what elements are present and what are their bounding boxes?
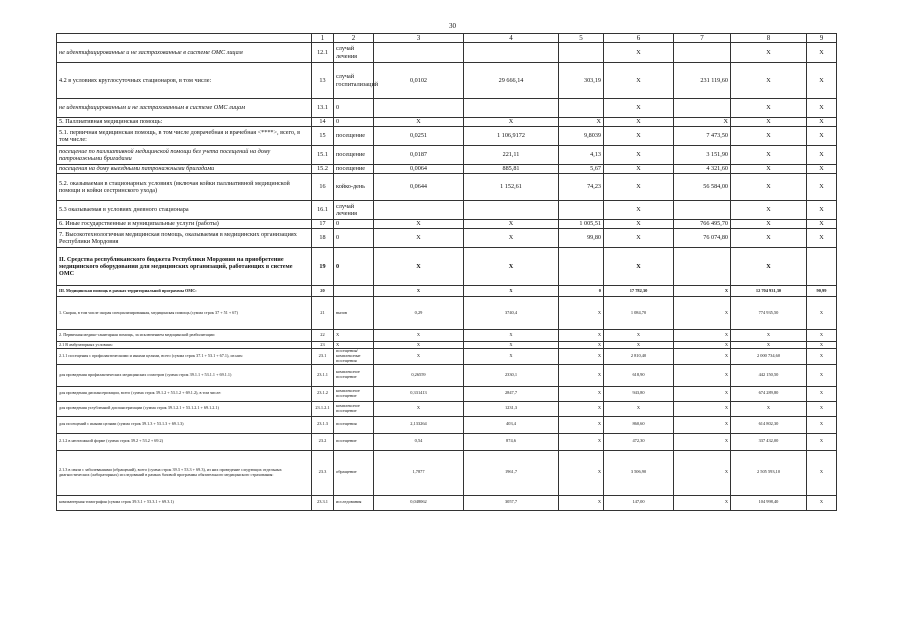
table-cell: 1231,3 [464,401,559,416]
table-row [57,165,837,174]
table-cell: 0,0251 [374,127,464,146]
table-cell: 0,0102 [374,63,464,99]
table-cell: X [807,401,837,416]
table-cell: 2847,7 [464,386,559,401]
table-cell: 2.1 В амбулаторных условиях: [57,342,312,349]
table-cell: случай лечения [334,43,374,63]
table-cell: 23 [312,342,334,349]
table-cell: 0,0064 [374,165,464,174]
table-cell: случай госпитализаций [334,63,374,99]
table-cell: X [674,401,731,416]
table-cell: X [464,229,559,248]
table-cell: 23.1.2 [312,386,334,401]
table-cell: X [731,174,807,201]
table-cell: для посещений с иными целями (сумма строк 39.1.3 + 53.1.3 + 69.1.3) [57,416,312,433]
table-cell: X [559,118,604,127]
table-cell: X [604,201,674,220]
table-cell: X [604,220,674,229]
table-cell: для проведения углубленной диспансеризации (сумма строк 39.1.2.1 + 53.1.2.1 + 69.1.2.1) [57,401,312,416]
table-cell: X [807,416,837,433]
table-cell: посещение [334,165,374,174]
table-cell: 5,67 [559,165,604,174]
table-cell: 9,8039 [559,127,604,146]
table-row [57,364,837,386]
table-cell: 0,29 [374,297,464,330]
table-cell: X [674,364,731,386]
table-cell [674,201,731,220]
table-cell: 3740,4 [464,297,559,330]
table-cell: X [807,63,837,99]
table-cell: 0,0187 [374,146,464,165]
table-cell: посещение по паллиативной медицинской помощи без учета посещений на дому патронажными бригадами [57,146,312,165]
table-cell: X [374,118,464,127]
table-cell: X [807,386,837,401]
table-cell: 403,4 [464,416,559,433]
table-cell: 13 [312,63,334,99]
table-cell: 17 782,30 [604,286,674,297]
table-cell [559,43,604,63]
table-cell: 23.1.1 [312,364,334,386]
table-cell: 23.2 [312,433,334,450]
table-cell: X [604,99,674,118]
table-cell: X [464,118,559,127]
table-cell: 15.2 [312,165,334,174]
table-cell: вызов [334,297,374,330]
table-cell: 337 432,00 [731,433,807,450]
table-cell: 221,11 [464,146,559,165]
table-cell: X [807,146,837,165]
table-cell: 1 152,61 [464,174,559,201]
table-cell: не идентифицированные и не застрахованные в системе ОМС лицам [57,43,312,63]
table-cell: X [807,118,837,127]
table-cell: 0,54 [374,433,464,450]
table-cell: X [807,127,837,146]
table-cell: 2.1.1 посещения с профилактическими и иными целями, всего (сумма строк 37.1 + 53.1 + 67.1), из них: [57,349,312,365]
table-cell: X [674,342,731,349]
table-cell: 1. Скорая, в том числе скорая специализированная, медицинская помощь (сумма строк 37 + 51 + 67) [57,297,312,330]
table-row [57,146,837,165]
header-cell: 5 [559,34,604,43]
table-cell: 5.1. первичная медицинская помощь, в том числе доврачебная и врачебная <****>, всего, в том числе: [57,127,312,146]
table-cell: 2 505 593,10 [731,450,807,495]
table-cell: 4 321,60 [674,165,731,174]
table-cell: X [374,229,464,248]
table-cell: 2,133264 [374,416,464,433]
table-cell: 885,81 [464,165,559,174]
table-cell: X [807,495,837,510]
table-cell: X [674,416,731,433]
table-cell: X [731,63,807,99]
table-cell: 12 704 931,30 [731,286,807,297]
table-cell: X [731,229,807,248]
table-cell: 943,80 [604,386,674,401]
table-cell: X [731,43,807,63]
table-cell: X [807,450,837,495]
table-cell: X [807,201,837,220]
table-cell: 0,26559 [374,364,464,386]
table-cell: 3 506,90 [604,450,674,495]
table-cell: X [674,349,731,365]
table-cell: 13.1 [312,99,334,118]
table-cell: X [374,286,464,297]
table-cell: 1 106,9172 [464,127,559,146]
table-cell: X [559,495,604,510]
table-row [57,127,837,146]
table-cell: посещение [334,433,374,450]
table-cell: 774 935,50 [731,297,807,330]
table-cell: 1,7877 [374,450,464,495]
table-cell: компьютерная томография (сумма строк 39.3.1 + 53.3.1 + 69.3.1) [57,495,312,510]
table-cell [334,286,374,297]
table-row [57,416,837,433]
table-cell: X [731,342,807,349]
table-cell: X [731,401,807,416]
table-cell: случай лечения [334,201,374,220]
table-cell: 29 666,14 [464,63,559,99]
table-cell [559,248,604,286]
table-cell: 147,00 [604,495,674,510]
table-cell: 21 [312,297,334,330]
table-cell: 860,60 [604,416,674,433]
table-cell: 7. Высокотехнологичная медицинская помощь, оказываемая в медицинских организациях Республики Мордовия [57,229,312,248]
table-cell: 618,90 [604,364,674,386]
table-cell: X [604,63,674,99]
table-cell: X [604,229,674,248]
table-cell: X [807,364,837,386]
table-cell: 0 [334,229,374,248]
column-number-row [57,34,837,43]
table-cell: X [334,330,374,342]
table-cell: 2 000 734,60 [731,349,807,365]
table-cell: 0,0644 [374,174,464,201]
table-cell: 15.1 [312,146,334,165]
table-cell: X [464,349,559,365]
table-cell: X [334,342,374,349]
table-cell: X [604,165,674,174]
table-cell [559,99,604,118]
table-cell: 231 119,60 [674,63,731,99]
table-cell: 303,19 [559,63,604,99]
table-cell: X [807,349,837,365]
program-table [56,33,837,511]
header-cell: 8 [731,34,807,43]
table-row [57,118,837,127]
table-cell: 614 802,30 [731,416,807,433]
header-cell: 1 [312,34,334,43]
table-cell: X [559,416,604,433]
table-cell: 23.1.2.1 [312,401,334,416]
table-cell: X [374,220,464,229]
table-cell: X [807,330,837,342]
table-cell: посещение [334,146,374,165]
table-cell: 104 998,40 [731,495,807,510]
table-cell: обращение [334,450,374,495]
table-cell: X [731,330,807,342]
table-cell: X [464,220,559,229]
header-cell: 4 [464,34,559,43]
table-cell: X [559,450,604,495]
table-cell: 674 289,80 [731,386,807,401]
table-cell: X [674,297,731,330]
table-row [57,401,837,416]
table-cell: X [731,201,807,220]
table-row [57,43,837,63]
table-cell: X [604,330,674,342]
table-row [57,286,837,297]
table-cell: 0 [334,220,374,229]
table-cell: 76 074,80 [674,229,731,248]
table-cell: 1 084,70 [604,297,674,330]
table-cell: 3057,7 [464,495,559,510]
table-cell: X [559,342,604,349]
table-cell: 56 584,00 [674,174,731,201]
table-cell: X [731,146,807,165]
table-cell: X [807,99,837,118]
table-cell: 5. Паллиативная медицинская помощь: [57,118,312,127]
table-row [57,330,837,342]
table-row [57,297,837,330]
table-cell: X [674,386,731,401]
table-cell: 1 005,51 [559,220,604,229]
table-cell: комплексное посещение [334,386,374,401]
table-cell: X [374,349,464,365]
table-cell: X [604,146,674,165]
table-row [57,433,837,450]
table-body [57,34,837,511]
table-row [57,495,837,510]
table-cell: X [731,165,807,174]
table-cell: X [674,286,731,297]
table-cell: X [731,248,807,286]
table-cell: X [674,118,731,127]
table-cell: X [559,386,604,401]
table-cell: посещение [334,127,374,146]
table-cell: 2. Первичная медико-санитарная помощь, за исключением медицинской реабилитации [57,330,312,342]
table-cell: 0 [334,99,374,118]
table-cell: X [604,174,674,201]
table-row [57,229,837,248]
table-cell: X [731,127,807,146]
table-cell: койко-день [334,174,374,201]
table-cell: 0,331413 [374,386,464,401]
table-cell: X [604,43,674,63]
table-cell: комплексное посещение [334,364,374,386]
header-cell: 2 [334,34,374,43]
table-cell: X [807,342,837,349]
table-row [57,248,837,286]
table-row [57,450,837,495]
table-cell: 14 [312,118,334,127]
table-cell: 0 [334,118,374,127]
table-cell: не идентифицированным и не застрахованным в системе ОМС лицам [57,99,312,118]
table-cell: 442 150,50 [731,364,807,386]
table-cell: 3 151,90 [674,146,731,165]
table-row [57,99,837,118]
table-cell: X [674,450,731,495]
table-cell: X [604,248,674,286]
table-cell: исследования [334,495,374,510]
table-row [57,386,837,401]
table-row [57,174,837,201]
table-cell: 472,30 [604,433,674,450]
table-cell: для проведения профилактических медицинских осмотров (сумма строк 39.1.1 + 53.1.1 + 69.1.1) [57,364,312,386]
table-cell: 874,6 [464,433,559,450]
table-cell: 5.2. оказываемая в стационарных условиях (включая койки паллиативной медицинской помощи и койки сестринского ухода) [57,174,312,201]
table-cell: 23.3 [312,450,334,495]
table-row [57,63,837,99]
table-cell: X [604,118,674,127]
table-cell: 6. Иные государственные и муниципальные услуги (работы) [57,220,312,229]
table-cell: 74,23 [559,174,604,201]
table-cell: X [807,165,837,174]
table-cell: 4.2 в условиях круглосуточных стационаров, в том числе: [57,63,312,99]
table-cell: X [559,401,604,416]
table-cell [374,43,464,63]
table-cell: 23.3.1 [312,495,334,510]
table-cell: 15 [312,127,334,146]
header-cell: 7 [674,34,731,43]
table-cell: 2.1.2 в неотложной форме (сумма строк 39.2 + 53.2 + 69.2) [57,433,312,450]
table-cell: посещения на дому выездными патронажными бригадами [57,165,312,174]
header-cell: 3 [374,34,464,43]
table-cell: 0,048062 [374,495,464,510]
header-cell-empty [57,34,312,43]
table-cell: X [464,286,559,297]
table-cell: комплексное посещение [334,401,374,416]
table-cell: 17 [312,220,334,229]
table-cell: X [807,433,837,450]
table-cell [464,43,559,63]
table-cell [374,201,464,220]
header-cell: 6 [604,34,674,43]
table-cell: X [674,433,731,450]
table-cell: 18 [312,229,334,248]
table-cell [464,99,559,118]
table-cell: 90,99 [807,286,837,297]
table-cell: X [674,495,731,510]
table-cell: 5.3 оказываемая в условиях дневного стационара [57,201,312,220]
table-cell: 2 810,40 [604,349,674,365]
table-cell: 2.1.3 в связи с заболеваниями (обращений), всего (сумма строк 39.3 + 53.3 + 69.3), из них проведение следующих отдельных диагностических (лабораторных) исследований в рамках базовой программы обязательного медицинского страхования: [57,450,312,495]
header-cell: 9 [807,34,837,43]
table-row [57,342,837,349]
table-cell [374,99,464,118]
table-cell: X [731,118,807,127]
table-cell: 99,80 [559,229,604,248]
table-cell: X [464,342,559,349]
table-cell: X [604,401,674,416]
table-cell [674,43,731,63]
table-cell: X [731,220,807,229]
table-cell [674,99,731,118]
table-cell [559,201,604,220]
table-cell: X [374,401,464,416]
page-number: 30 [449,22,456,30]
table-cell: X [464,330,559,342]
table-cell: посещения [334,416,374,433]
table-cell: X [604,127,674,146]
table-cell: X [807,174,837,201]
table-cell: 7 473,50 [674,127,731,146]
table-cell: X [807,297,837,330]
table-cell: X [559,433,604,450]
table-cell: X [374,248,464,286]
table-cell: 12.1 [312,43,334,63]
table-cell [807,248,837,286]
table-cell: 22 [312,330,334,342]
table-row [57,349,837,365]
table-row [57,220,837,229]
table-cell: X [807,220,837,229]
table-cell: X [559,330,604,342]
table-cell: 4,13 [559,146,604,165]
table-cell: III. Медицинская помощь в рамках территориальной программы ОМС: [57,286,312,297]
table-cell: посещения/комплексные посещения [334,349,374,365]
table-cell: 23.1 [312,349,334,365]
table-cell: X [374,330,464,342]
table-cell: X [807,43,837,63]
table-cell: 16 [312,174,334,201]
table-cell: 20 [312,286,334,297]
table-cell: X [731,99,807,118]
table-cell: X [559,349,604,365]
table-cell: X [559,297,604,330]
table-cell: X [559,364,604,386]
table-cell: 766 495,70 [674,220,731,229]
table-cell: 2330,1 [464,364,559,386]
table-cell: для проведения диспансеризации, всего (сумма строк 39.1.2 + 53.1.2 + 69.1.2), в том числе: [57,386,312,401]
table-cell: 0 [559,286,604,297]
table-cell [674,248,731,286]
table-cell: X [807,229,837,248]
table-cell: 1961,7 [464,450,559,495]
table-cell: X [374,342,464,349]
table-cell: X [604,342,674,349]
table-cell: X [464,248,559,286]
table-cell: 16.1 [312,201,334,220]
table-cell: II. Средства республиканского бюджета Республики Мордовия на приобретение медицинского оборудования для медицинских организаций, работающих в системе ОМС [57,248,312,286]
table-cell: 23.1.3 [312,416,334,433]
table-cell: X [674,330,731,342]
table-cell [464,201,559,220]
table-cell: 19 [312,248,334,286]
table-cell: 0 [334,248,374,286]
table-row [57,201,837,220]
